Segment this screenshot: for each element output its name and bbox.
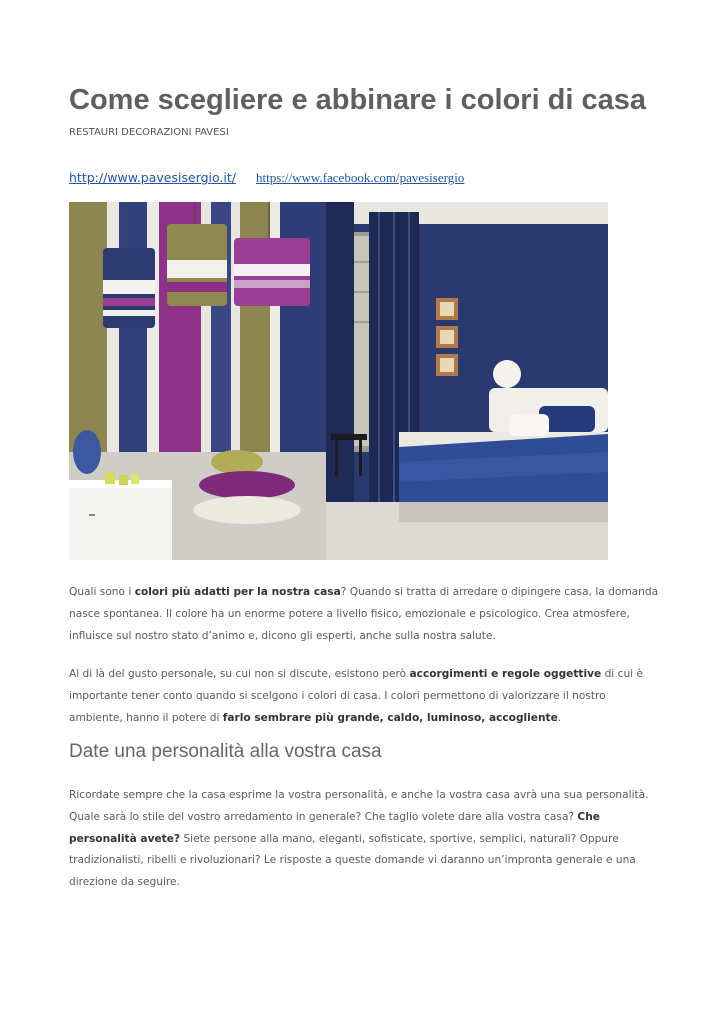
section-heading: Date una personalità alla vostra casa <box>69 741 382 762</box>
paragraph-text: Quali sono i <box>69 586 135 598</box>
paragraph-text: Siete persone alla mano, eleganti, sofisticate, sportive, semplici, naturali? Oppure tradizionalisti, ribelli e rivoluzionari? Le risposte a queste domande vi daranno un’impronta generale e una direzione da seguire. <box>69 832 636 889</box>
website-link[interactable]: http://www.pavesisergio.it/ <box>69 170 236 185</box>
rules-paragraph <box>69 664 659 729</box>
page-title: Come scegliere e abbinare i colori di casa <box>69 84 647 116</box>
paragraph-bold-text: accorgimenti e regole oggettive <box>409 668 602 680</box>
paragraph-bold-text: Che personalità avete? <box>69 810 600 845</box>
striped-room-photo <box>69 202 326 560</box>
paragraph-bold-text: farlo sembrare più grande, caldo, luminoso, accogliente <box>222 711 558 724</box>
paragraph-bold-text: colori più adatti per la nostra casa <box>134 586 341 598</box>
personality-paragraph <box>69 785 659 894</box>
paragraph-text: Ricordate sempre che la casa esprime la vostra personalità, e anche la vostra casa avrà una sua personalità. Quale sarà lo stile del vostro arredamento in generale? Che taglio volete dare alla vostra casa? <box>69 789 649 823</box>
paragraph-text: Al di là del gusto personale, su cui non si discute, esistono però <box>69 668 410 680</box>
facebook-link[interactable]: https://www.facebook.com/pavesisergio <box>256 170 465 185</box>
company-name: RESTAURI DECORAZIONI PAVESI <box>69 127 229 138</box>
paragraph-text: ? Quando si tratta di arredare o dipingere casa, la domanda nasce spontanea. Il colore ha un enorme potere a livello fisico, emozionale e psicologico. Crea atmosfere, influisce sul nostro stato d’animo e, dicono gli esperti, anche sulla nostra salute. <box>69 586 659 642</box>
navy-bedroom-photo <box>326 202 608 560</box>
paragraph-text: di cui è importante tener conto quando si scelgono i colori di casa. I colori permettono di valorizzare il nostro ambiente, hanno il potere di <box>69 668 643 724</box>
intro-paragraph <box>69 582 659 647</box>
hero-image <box>69 202 608 560</box>
paragraph-text: . <box>557 711 562 724</box>
